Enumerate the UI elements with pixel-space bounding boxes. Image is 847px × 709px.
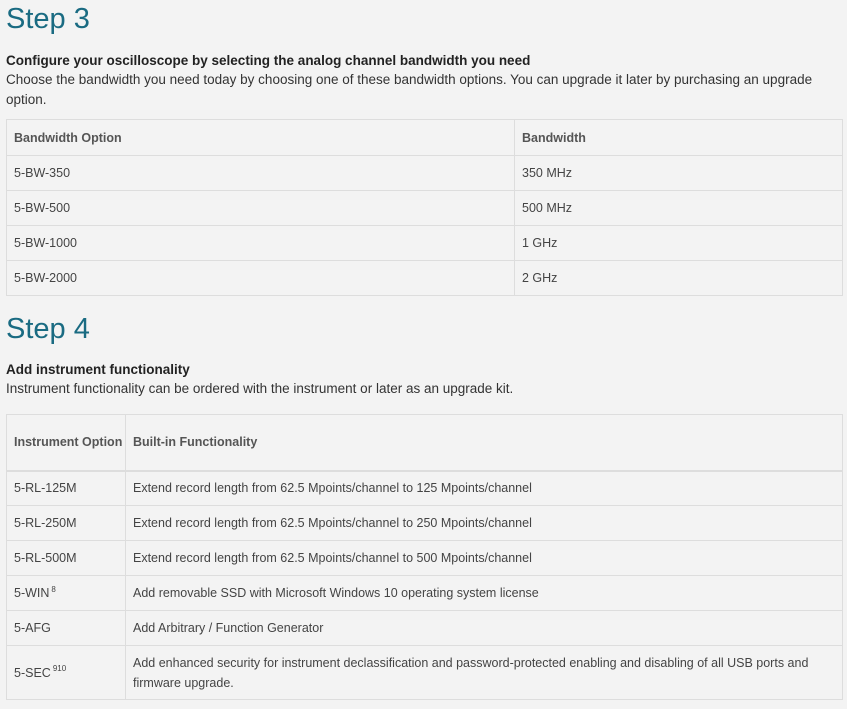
functionality-cell: Add Arbitrary / Function Generator	[126, 611, 843, 646]
functionality-cell: Add enhanced security for instrument declassification and password-protected enabling and disabling of all USB ports and firmware upgrade.	[126, 646, 843, 700]
option-cell	[7, 611, 126, 646]
step-3-subheading: Configure your oscilloscope by selecting the analog channel bandwidth you need	[6, 53, 531, 68]
option-cell	[7, 471, 126, 506]
option-cell	[7, 506, 126, 541]
table-row	[7, 191, 843, 226]
table-row	[7, 576, 843, 611]
table-row	[7, 541, 843, 576]
functionality-cell: Extend record length from 62.5 Mpoints/channel to 125 Mpoints/channel	[126, 471, 843, 506]
column-header-built-in-functionality: Built-in Functionality	[126, 415, 843, 471]
step-3-description: Choose the bandwidth you need today by choosing one of these bandwidth options. You can upgrade it later by purchasing an upgrade option.	[6, 72, 813, 107]
option-cell: 5-BW-350	[7, 156, 515, 191]
functionality-table	[6, 414, 843, 700]
option-label: 5-RL-500M	[14, 551, 77, 565]
bandwidth-table	[6, 119, 843, 296]
option-cell: 5-BW-1000	[7, 226, 515, 261]
table-row	[7, 506, 843, 541]
functionality-cell: Extend record length from 62.5 Mpoints/channel to 250 Mpoints/channel	[126, 506, 843, 541]
functionality-cell: Add removable SSD with Microsoft Windows 10 operating system license	[126, 576, 843, 611]
option-label: 5-RL-250M	[14, 516, 77, 530]
table-row	[7, 611, 843, 646]
option-label: 5-AFG	[14, 621, 51, 635]
table-header-row	[7, 120, 843, 156]
table-row	[7, 226, 843, 261]
bandwidth-cell: 500 MHz	[515, 191, 843, 226]
option-cell: 5-BW-500	[7, 191, 515, 226]
option-label: 5-RL-125M	[14, 481, 77, 496]
column-header-bandwidth-option: Bandwidth Option	[7, 120, 515, 156]
table-row	[7, 156, 843, 191]
option-label: 5-WIN	[14, 586, 50, 600]
option-cell	[7, 541, 126, 576]
option-cell: 5-BW-2000	[7, 261, 515, 296]
step-3-title: Step 3	[6, 3, 90, 35]
bandwidth-cell: 2 GHz	[515, 261, 843, 296]
footnote-marker[interactable]: 910	[52, 664, 67, 674]
option-cell	[7, 576, 126, 611]
footnote-marker[interactable]: 8	[51, 584, 56, 594]
table-row	[7, 646, 843, 700]
table-header-row	[7, 415, 843, 471]
option-cell	[7, 646, 126, 700]
bandwidth-cell: 350 MHz	[515, 156, 843, 191]
bandwidth-cell: 1 GHz	[515, 226, 843, 261]
step-4-subheading: Add instrument functionality	[6, 362, 190, 377]
functionality-cell: Extend record length from 62.5 Mpoints/channel to 500 Mpoints/channel	[126, 541, 843, 576]
option-label: 5-SEC	[14, 665, 51, 680]
table-row	[7, 261, 843, 296]
column-header-instrument-option: Instrument Option	[7, 415, 126, 471]
column-header-bandwidth: Bandwidth	[515, 120, 843, 156]
step-4-description: Instrument functionality can be ordered with the instrument or later as an upgrade kit.	[6, 381, 514, 396]
step-4-title: Step 4	[6, 313, 90, 345]
table-row	[7, 471, 843, 506]
